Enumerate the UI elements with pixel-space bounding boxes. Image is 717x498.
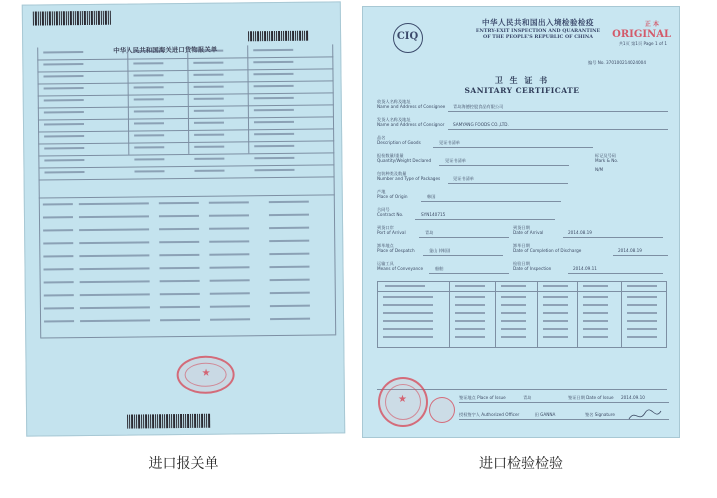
illegible-text-mark	[79, 202, 149, 205]
illegible-text-mark	[543, 312, 568, 314]
illegible-text-mark	[269, 227, 309, 229]
quantity-label-cn: 报检数量/重量	[377, 153, 404, 158]
discharge-label-cn: 卸毕日期	[513, 243, 530, 248]
packages-label-en: Number and Type of Packages	[377, 176, 441, 181]
illegible-text-mark	[583, 312, 608, 314]
illegible-text-mark	[270, 318, 310, 320]
illegible-text-mark	[543, 296, 568, 298]
certificate-title-cn: 卫 生 证 书	[494, 76, 550, 85]
illegible-text-mark	[270, 292, 310, 294]
arrival-port-value: 青岛	[425, 230, 434, 235]
illegible-text-mark	[253, 49, 293, 51]
certificate-header	[443, 17, 633, 40]
illegible-text-mark	[43, 255, 73, 257]
illegible-text-mark	[160, 267, 200, 269]
illegible-text-mark	[627, 304, 657, 306]
illegible-text-mark	[627, 336, 657, 338]
illegible-text-mark	[543, 304, 568, 306]
goods-label-cn: 品名	[377, 135, 386, 140]
illegible-text-mark	[159, 228, 199, 230]
illegible-text-mark	[134, 134, 164, 136]
contract-label-en: Contract No.	[377, 212, 404, 217]
illegible-text-mark	[133, 62, 163, 64]
illegible-text-mark	[269, 253, 309, 255]
illegible-text-mark	[134, 170, 164, 172]
number-barcode	[248, 31, 309, 42]
illegible-text-mark	[44, 147, 84, 149]
illegible-text-mark	[44, 111, 84, 113]
illegible-text-mark	[134, 110, 164, 112]
illegible-text-mark	[210, 318, 250, 320]
illegible-text-mark	[134, 86, 164, 88]
small-stamp	[429, 397, 455, 423]
inspection-stamp: ★	[378, 377, 428, 427]
illegible-text-mark	[583, 336, 608, 338]
inspection-date-value: 2014.09.11	[573, 266, 597, 271]
illegible-text-mark	[254, 133, 294, 135]
header-cn: 中华人民共和国出入境检验检疫	[482, 18, 594, 27]
illegible-text-mark	[210, 292, 250, 294]
illegible-text-mark	[501, 320, 526, 322]
illegible-text-mark	[209, 201, 249, 203]
illegible-text-mark	[79, 254, 149, 257]
illegible-text-mark	[160, 280, 200, 282]
discharge-value: 2014.08.19	[618, 248, 642, 253]
illegible-text-mark	[44, 268, 74, 270]
illegible-text-mark	[44, 171, 84, 173]
left-caption: 进口报关单	[148, 456, 219, 472]
ciq-emblem: CIQ	[393, 23, 423, 53]
illegible-text-mark	[455, 285, 485, 287]
illegible-text-mark	[270, 279, 310, 281]
illegible-text-mark	[159, 215, 199, 217]
illegible-text-mark	[133, 50, 163, 52]
illegible-text-mark	[160, 319, 200, 321]
signature-label: 签名 Signature	[585, 412, 615, 417]
arrival-date-value: 2014.08.19	[568, 230, 592, 235]
illegible-text-mark	[44, 159, 84, 161]
illegible-text-mark	[194, 158, 224, 160]
illegible-text-mark	[194, 146, 224, 148]
declaration-table	[37, 44, 336, 365]
contract-value: SYN140715	[421, 212, 446, 217]
despatch-value: 釜山 (韩国)	[429, 248, 451, 253]
illegible-text-mark	[44, 87, 84, 89]
illegible-text-mark	[383, 304, 433, 306]
illegible-text-mark	[209, 240, 249, 242]
illegible-text-mark	[43, 75, 83, 77]
illegible-text-mark	[79, 241, 149, 244]
illegible-text-mark	[385, 285, 425, 287]
illegible-text-mark	[43, 229, 73, 231]
illegible-text-mark	[627, 296, 657, 298]
despatch-label-en: Place of Despatch	[377, 248, 415, 253]
goods-label-en: Description of Goods	[377, 140, 421, 145]
illegible-text-mark	[383, 336, 433, 338]
arrival-date-label-cn: 到货日期	[513, 225, 530, 230]
illegible-text-mark	[543, 285, 568, 287]
arrival-port-label-en: Port of Arrival	[377, 230, 406, 235]
illegible-text-mark	[159, 202, 199, 204]
illegible-text-mark	[254, 121, 294, 123]
illegible-text-mark	[583, 285, 608, 287]
illegible-text-mark	[194, 98, 224, 100]
marks-label-en: Mark & No.	[595, 158, 619, 163]
illegible-text-mark	[44, 281, 74, 283]
illegible-text-mark	[159, 241, 199, 243]
header-en-1: ENTRY-EXIT INSPECTION AND QUARANTINE	[475, 28, 601, 34]
illegible-text-mark	[209, 253, 249, 255]
illegible-text-mark	[210, 266, 250, 268]
illegible-text-mark	[44, 307, 74, 309]
page-label: 共1页 第1页 Page 1 of 1	[618, 41, 667, 46]
illegible-text-mark	[455, 312, 485, 314]
illegible-text-mark	[583, 320, 608, 322]
illegible-text-mark	[254, 157, 294, 159]
illegible-text-mark	[501, 312, 526, 314]
illegible-text-mark	[583, 296, 608, 298]
certificate-title	[363, 75, 680, 95]
illegible-text-mark	[627, 312, 657, 314]
illegible-text-mark	[543, 328, 568, 330]
signature-mark	[625, 405, 665, 425]
illegible-text-mark	[455, 320, 485, 322]
illegible-text-mark	[501, 285, 526, 287]
conveyance-label-cn: 运输工具	[377, 261, 394, 266]
illegible-text-mark	[134, 122, 164, 124]
illegible-text-mark	[269, 266, 309, 268]
illegible-text-mark	[254, 97, 294, 99]
illegible-text-mark	[627, 328, 657, 330]
consignee-label-cn: 收货人名称及地址	[377, 99, 411, 104]
packages-value: 见证书清单	[453, 176, 474, 181]
illegible-text-mark	[270, 305, 310, 307]
illegible-text-mark	[455, 336, 485, 338]
illegible-text-mark	[194, 122, 224, 124]
illegible-text-mark	[43, 216, 73, 218]
illegible-text-mark	[383, 312, 433, 314]
declaration-title: 中华人民共和国海关进口货物报关单	[113, 45, 218, 55]
illegible-text-mark	[80, 319, 150, 322]
origin-label-en: Place of Origin	[377, 194, 408, 199]
illegible-text-mark	[501, 328, 526, 330]
illegible-text-mark	[383, 320, 433, 322]
header-en-2: OF THE PEOPLE'S REPUBLIC OF CHINA	[483, 34, 593, 40]
customs-declaration-image	[22, 1, 346, 436]
illegible-text-mark	[194, 110, 224, 112]
illegible-text-mark	[160, 306, 200, 308]
illegible-text-mark	[583, 304, 608, 306]
illegible-text-mark	[254, 85, 294, 87]
illegible-text-mark	[253, 73, 293, 75]
certificate-number: 编号 No. 370100214024004	[588, 60, 646, 65]
consignor-label-en: Name and Address of Consignor	[377, 122, 445, 127]
illegible-text-mark	[193, 50, 223, 52]
illegible-text-mark	[43, 203, 73, 205]
illegible-text-mark	[80, 280, 150, 283]
illegible-text-mark	[194, 134, 224, 136]
illegible-text-mark	[193, 74, 223, 76]
illegible-text-mark	[254, 109, 294, 111]
goods-list-table	[377, 281, 667, 347]
illegible-text-mark	[80, 306, 150, 309]
illegible-text-mark	[583, 328, 608, 330]
illegible-text-mark	[44, 99, 84, 101]
illegible-text-mark	[543, 320, 568, 322]
arrival-port-label-cn: 到货口岸	[377, 225, 394, 230]
consignor-value: SAMYANG FOODS CO.,LTD.	[453, 122, 509, 127]
illegible-text-mark	[79, 228, 149, 231]
conveyance-label-en: Means of Conveyance	[377, 266, 424, 271]
issue-place: 签证地点 Place of Issue 青岛	[459, 395, 532, 400]
illegible-text-mark	[194, 170, 224, 172]
illegible-text-mark	[210, 305, 250, 307]
illegible-text-mark	[44, 123, 84, 125]
consignor-label-cn: 发货人名称及地址	[377, 117, 411, 122]
illegible-text-mark	[134, 158, 164, 160]
contract-label-cn: 合同号	[377, 207, 390, 212]
inspection-date-label-cn: 检验日期	[513, 261, 530, 266]
arrival-date-label-en: Date of Arrival	[513, 230, 544, 235]
conveyance-value: 船舶	[435, 266, 444, 271]
illegible-text-mark	[194, 86, 224, 88]
illegible-text-mark	[43, 63, 83, 65]
illegible-text-mark	[80, 293, 150, 296]
quantity-label-en: Quantity/Weight Declared	[377, 158, 432, 163]
illegible-text-mark	[254, 169, 294, 171]
illegible-text-mark	[501, 296, 526, 298]
illegible-text-mark	[160, 293, 200, 295]
discharge-label-en: Date of Completion of Discharge	[513, 248, 582, 253]
illegible-text-mark	[269, 201, 309, 203]
sanitary-certificate-image	[362, 6, 680, 438]
illegible-text-mark	[159, 254, 199, 256]
marks-label: 标记及号码	[595, 153, 616, 158]
origin-value: 韩国	[427, 194, 436, 199]
illegible-text-mark	[254, 145, 294, 147]
original-label: ORIGINAL	[612, 29, 671, 40]
certificate-title-en: SANITARY CERTIFICATE	[464, 86, 580, 95]
right-caption: 进口检验检验	[479, 456, 563, 472]
illegible-text-mark	[383, 328, 433, 330]
illegible-text-mark	[43, 242, 73, 244]
top-barcode	[33, 11, 112, 26]
illegible-text-mark	[501, 336, 526, 338]
illegible-text-mark	[209, 214, 249, 216]
marks-value: N/M	[595, 167, 604, 172]
illegible-text-mark	[80, 267, 150, 270]
illegible-text-mark	[79, 215, 149, 218]
illegible-text-mark	[269, 214, 309, 216]
bottom-barcode	[127, 414, 211, 429]
illegible-text-mark	[133, 74, 163, 76]
illegible-text-mark	[383, 296, 433, 298]
illegible-text-mark	[44, 320, 74, 322]
authorized-officer: 授权签字人 Authorized Officer 田 GANNA	[459, 412, 556, 417]
illegible-text-mark	[455, 296, 485, 298]
illegible-text-mark	[455, 304, 485, 306]
customs-stamp: ★	[176, 355, 234, 394]
illegible-text-mark	[209, 227, 249, 229]
consignee-value: 青岛海德控股食品有限公司	[453, 104, 504, 109]
illegible-text-mark	[455, 328, 485, 330]
illegible-text-mark	[43, 51, 83, 53]
illegible-text-mark	[44, 294, 74, 296]
illegible-text-mark	[627, 320, 657, 322]
illegible-text-mark	[193, 62, 223, 64]
illegible-text-mark	[543, 336, 568, 338]
issue-date: 签证日期 Date of Issue 2014.09.10	[568, 395, 645, 400]
goods-value: 见证书清单	[439, 140, 460, 145]
packages-label-cn: 包装种类及数量	[377, 171, 407, 176]
illegible-text-mark	[501, 304, 526, 306]
illegible-text-mark	[134, 98, 164, 100]
consignee-label-en: Name and Address of Consignee	[377, 104, 446, 109]
despatch-label-cn: 卸毕地点	[377, 243, 394, 248]
origin-label-cn: 产地	[377, 189, 386, 194]
original-cn-label: 正 本	[644, 21, 659, 28]
illegible-text-mark	[253, 61, 293, 63]
illegible-text-mark	[627, 285, 657, 287]
illegible-text-mark	[134, 146, 164, 148]
inspection-date-label-en: Date of Inspection	[513, 266, 552, 271]
illegible-text-mark	[269, 240, 309, 242]
quantity-value: 见证书清单	[445, 158, 466, 163]
illegible-text-mark	[44, 135, 84, 137]
illegible-text-mark	[210, 279, 250, 281]
